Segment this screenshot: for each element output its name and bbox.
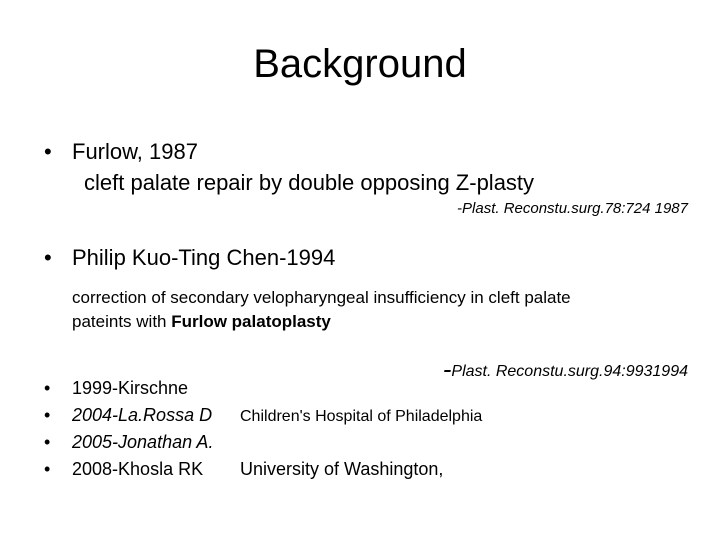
citation bbox=[443, 354, 688, 385]
list-item-name: 2004-La.Rossa D bbox=[72, 405, 213, 425]
bullet-marker: • bbox=[44, 378, 51, 398]
citation: -Plast. Reconstu.surg.78:724 1987 bbox=[457, 200, 688, 217]
list-item-affiliation: University of Washington, bbox=[240, 459, 444, 479]
item-heading: Philip Kuo-Ting Chen-1994 bbox=[72, 245, 336, 270]
item-heading: Furlow, 1987 bbox=[72, 139, 198, 164]
bullet-marker: • bbox=[44, 459, 51, 479]
list-item-name: 2008-Khosla RK bbox=[72, 459, 204, 479]
citation-dash: - bbox=[442, 354, 452, 384]
list-item-name: 1999-Kirschne bbox=[72, 378, 189, 398]
bullet-item-furlow bbox=[44, 139, 198, 165]
detail-prefix: pateints with bbox=[72, 312, 172, 331]
list-item bbox=[44, 459, 203, 480]
bullet-marker: • bbox=[44, 245, 52, 270]
bullet-marker: • bbox=[44, 139, 52, 164]
detail-bold: Furlow palatoplasty bbox=[171, 312, 331, 331]
item-detail-line2 bbox=[72, 312, 331, 332]
item-detail-line1: correction of secondary velopharyngeal insufficiency in cleft palate bbox=[72, 288, 571, 307]
slide-title: Background bbox=[253, 42, 467, 86]
list-item-name: 2005-Jonathan A. bbox=[72, 432, 214, 452]
bullet-marker: • bbox=[44, 432, 51, 452]
list-item bbox=[44, 432, 213, 453]
bullet-marker: • bbox=[44, 405, 51, 425]
citation-text: Plast. Reconstu.surg.94:9931994 bbox=[451, 363, 688, 380]
list-item bbox=[44, 405, 212, 426]
list-item-affiliation: Children's Hospital of Philadelphia bbox=[240, 408, 483, 425]
item-detail: cleft palate repair by double opposing Z-plasty bbox=[84, 170, 535, 195]
list-item bbox=[44, 378, 188, 399]
bullet-item-chen bbox=[44, 245, 335, 271]
